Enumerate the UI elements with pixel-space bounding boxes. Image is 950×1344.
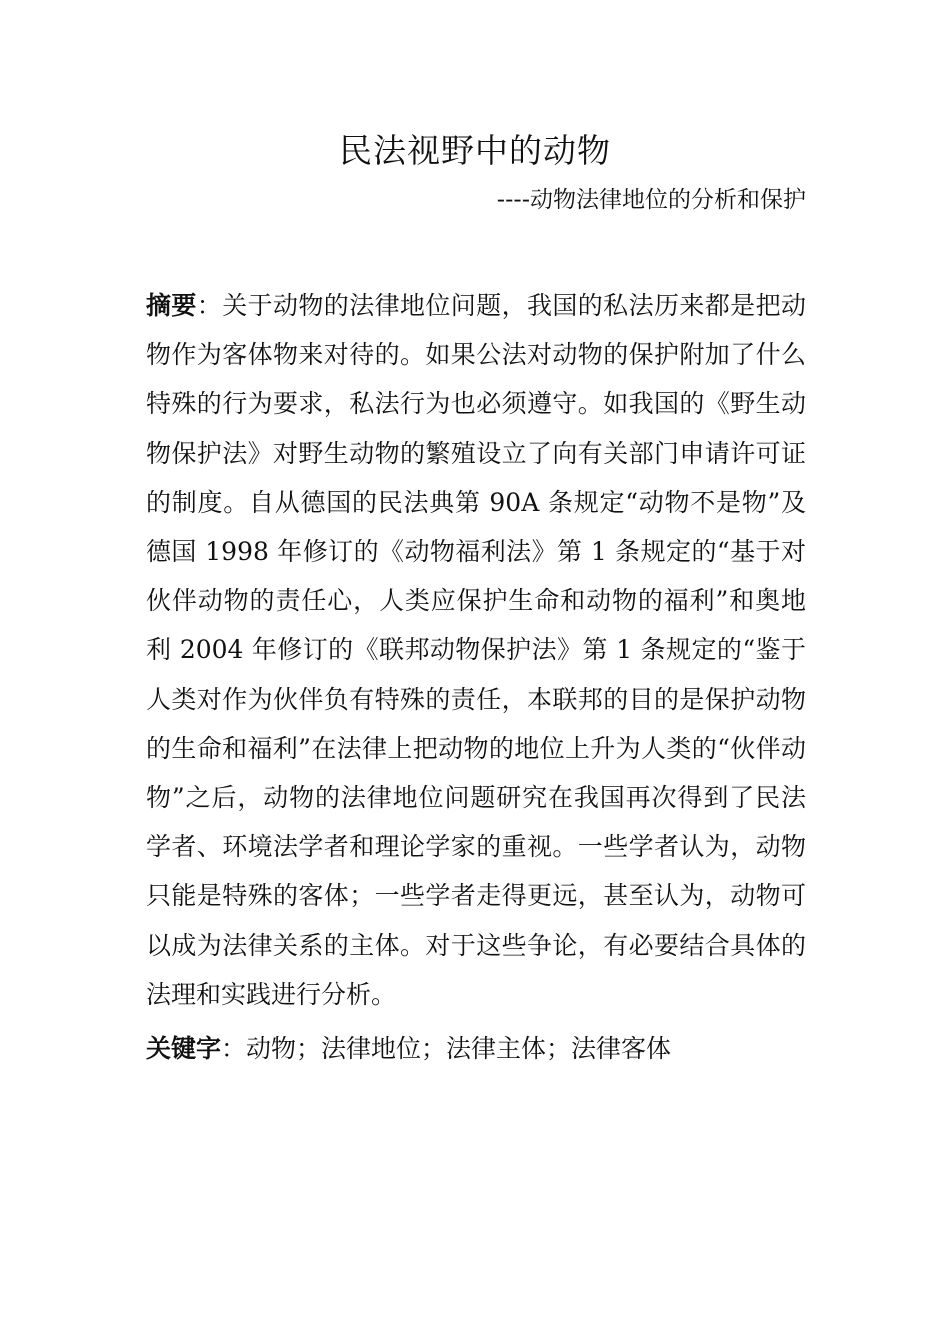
document-title: 民法视野中的动物	[339, 131, 611, 170]
abstract-paragraph	[146, 281, 806, 1019]
keywords-text: 动物；法律地位；法律主体；法律客体	[246, 1034, 672, 1063]
keywords-line	[146, 1024, 806, 1073]
abstract-separator: ：	[196, 291, 223, 320]
abstract-label: 摘要	[146, 291, 197, 320]
keywords-label: 关键字	[146, 1034, 222, 1063]
document-subtitle: ----动物法律地位的分析和保护	[496, 187, 806, 213]
keywords-separator: ：	[221, 1034, 247, 1063]
abstract-text: 关于动物的法律地位问题，我国的私法历来都是把动物作为客体物来对待的。如果公法对动物的保护附加了什么特殊的行为要求，私法行为也必须遵守。如我国的《野生动物保护法》对野生动物的繁殖设立了向有关部门申请许可证的制度。自从德国的民法典第 90A 条规定“动物不是物”及德国 1998 年修订的《动物福利法》第 1 条规定的“基于对伙伴动物的责任心，人类应保护生命和动物的福利”和奥地利 2004 年修订的《联邦动物保护法》第 1 条规定的“鉴于人类对作为伙伴负有特殊的责任，本联邦的目的是保护动物的生命和福利”在法律上把动物的地位上升为人类的“伙伴动物”之后，动物的法律地位问题研究在我国再次得到了民法学者、环境法学者和理论学家的重视。一些学者认为，动物只能是特殊的客体；一些学者走得更远，甚至认为，动物可以成为法律关系的主体。对于这些争论，有必要结合具体的法理和实践进行分析。	[146, 291, 806, 1009]
